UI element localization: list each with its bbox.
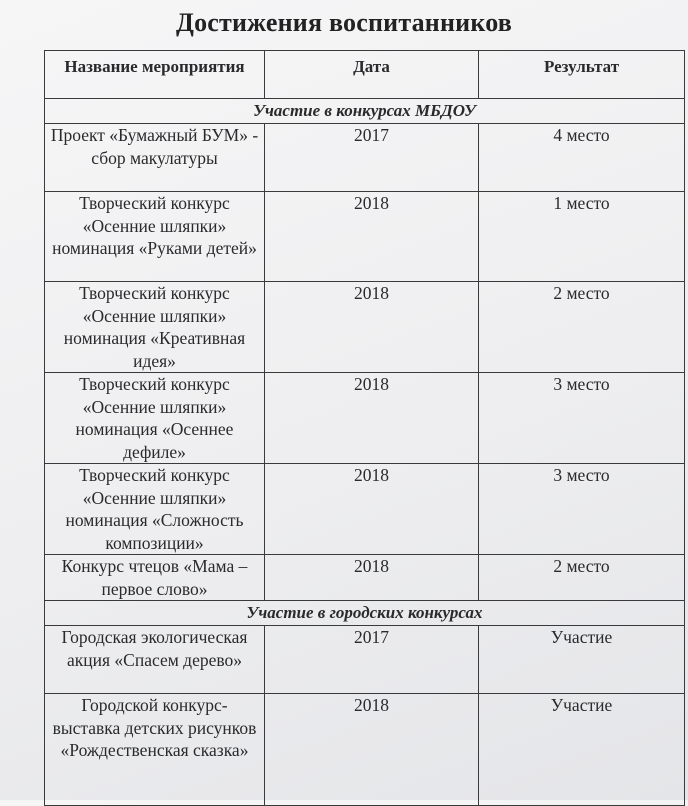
table-row xyxy=(45,373,685,464)
section-heading: Участие в городских конкурсах xyxy=(45,601,685,626)
result-cell: 3 место xyxy=(479,464,685,555)
event-cell: Городской конкурс-выставка детских рисунков «Рождественская сказка» xyxy=(45,694,265,806)
date-cell: 2017 xyxy=(265,626,479,694)
date-cell: 2018 xyxy=(265,192,479,282)
table-header-row xyxy=(45,51,685,99)
date-cell: 2018 xyxy=(265,373,479,464)
table-row xyxy=(45,555,685,601)
result-cell: 2 место xyxy=(479,555,685,601)
result-cell: 3 место xyxy=(479,373,685,464)
result-cell: 2 место xyxy=(479,282,685,373)
result-cell: Участие xyxy=(479,694,685,806)
event-cell: Проект «Бумажный БУМ» - сбор макулатуры xyxy=(45,124,265,192)
event-cell: Конкурс чтецов «Мама – первое слово» xyxy=(45,555,265,601)
column-header-date: Дата xyxy=(265,51,479,99)
date-cell: 2018 xyxy=(265,282,479,373)
date-cell: 2018 xyxy=(265,555,479,601)
table-row xyxy=(45,694,685,806)
event-cell: Творческий конкурс «Осенние шляпки» номинация «Креативная идея» xyxy=(45,282,265,373)
table-row xyxy=(45,626,685,694)
date-cell: 2018 xyxy=(265,464,479,555)
date-cell: 2018 xyxy=(265,694,479,806)
event-cell: Творческий конкурс «Осенние шляпки» номинация «Сложность композиции» xyxy=(45,464,265,555)
column-header-result: Результат xyxy=(479,51,685,99)
achievements-table xyxy=(44,50,685,806)
date-cell: 2017 xyxy=(265,124,479,192)
section-heading: Участие в конкурсах МБДОУ xyxy=(45,99,685,124)
table-row xyxy=(45,282,685,373)
section-heading-row xyxy=(45,99,685,124)
result-cell: 4 место xyxy=(479,124,685,192)
event-cell: Творческий конкурс «Осенние шляпки» номинация «Руками детей» xyxy=(45,192,265,282)
page-title: Достижения воспитанников xyxy=(176,8,512,37)
column-header-event: Название мероприятия xyxy=(45,51,265,99)
event-cell: Городская экологическая акция «Спасем дерево» xyxy=(45,626,265,694)
table-row xyxy=(45,464,685,555)
result-cell: 1 место xyxy=(479,192,685,282)
section-heading-row xyxy=(45,601,685,626)
event-cell: Творческий конкурс «Осенние шляпки» номинация «Осеннее дефиле» xyxy=(45,373,265,464)
result-cell: Участие xyxy=(479,626,685,694)
table-row xyxy=(45,124,685,192)
table-row xyxy=(45,192,685,282)
